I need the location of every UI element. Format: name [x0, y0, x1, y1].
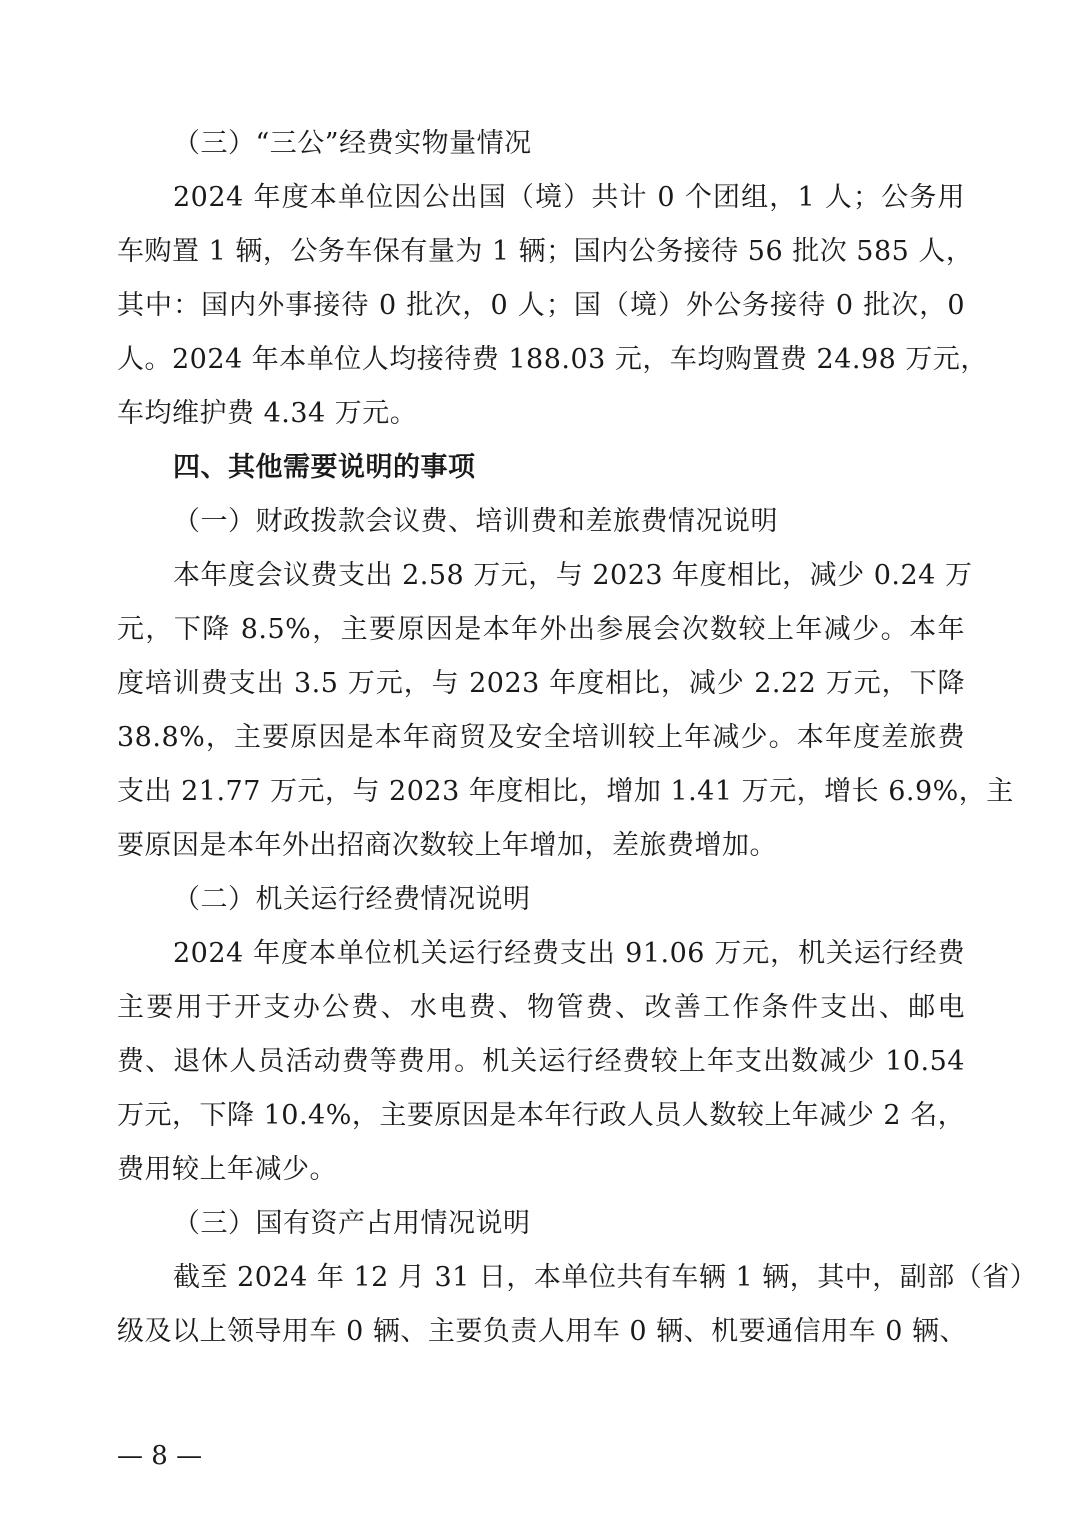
paragraph-line: 截至 2024 年 12 月 31 日，本单位共有车辆 1 辆，其中，副部（省） [173, 1262, 1038, 1293]
paragraph-line: 费用较上年减少。 [117, 1154, 337, 1185]
document-page [117, 117, 1038, 1359]
paragraph-line: 车均维护费 4.34 万元。 [117, 398, 418, 429]
paragraph-line: 费、退休人员活动费等费用。机关运行经费较上年支出数减少 10.54 [117, 1046, 965, 1077]
paragraph-line: 其中：国内外事接待 0 批次，0 人；国（境）外公务接待 0 批次，0 [117, 290, 965, 321]
paragraph-line: 万元，下降 10.4%，主要原因是本年行政人员人数较上年减少 2 名， [117, 1100, 966, 1131]
section-heading: （三）“三公”经费实物量情况 [173, 128, 532, 159]
page-number: — 8 — [117, 1441, 203, 1471]
paragraph-line: 人。2024 年本单位人均接待费 188.03 元，车均购置费 24.98 万元， [117, 344, 988, 375]
paragraph-line: 度培训费支出 3.5 万元，与 2023 年度相比，减少 2.22 万元，下降 [117, 668, 965, 699]
chapter-heading: 四、其他需要说明的事项 [173, 452, 476, 483]
paragraph-line: 本年度会议费支出 2.58 万元，与 2023 年度相比，减少 0.24 万 [173, 560, 973, 591]
paragraph-line: 主要用于开支办公费、水电费、物管费、改善工作条件支出、邮电 [117, 992, 965, 1023]
paragraph-line: 元，下降 8.5%，主要原因是本年外出参展会次数较上年减少。本年 [117, 614, 965, 645]
paragraph-line: 车购置 1 辆，公务车保有量为 1 辆；国内公务接待 56 批次 585 人， [117, 236, 974, 267]
section-heading: （二）机关运行经费情况说明 [173, 884, 531, 915]
paragraph-line: 支出 21.77 万元，与 2023 年度相比，增加 1.41 万元，增长 6.9%，主 [117, 776, 1014, 807]
section-heading: （三）国有资产占用情况说明 [173, 1208, 531, 1239]
paragraph-line: 要原因是本年外出招商次数较上年增加，差旅费增加。 [117, 830, 777, 861]
paragraph-line: 2024 年度本单位机关运行经费支出 91.06 万元，机关运行经费 [173, 938, 965, 969]
paragraph-line: 级及以上领导用车 0 辆、主要负责人用车 0 辆、机要通信用车 0 辆、 [117, 1316, 968, 1347]
paragraph-line: 2024 年度本单位因公出国（境）共计 0 个团组，1 人；公务用 [173, 182, 965, 213]
section-heading: （一）财政拨款会议费、培训费和差旅费情况说明 [173, 506, 778, 537]
paragraph-line: 38.8%，主要原因是本年商贸及安全培训较上年减少。本年度差旅费 [117, 722, 965, 753]
